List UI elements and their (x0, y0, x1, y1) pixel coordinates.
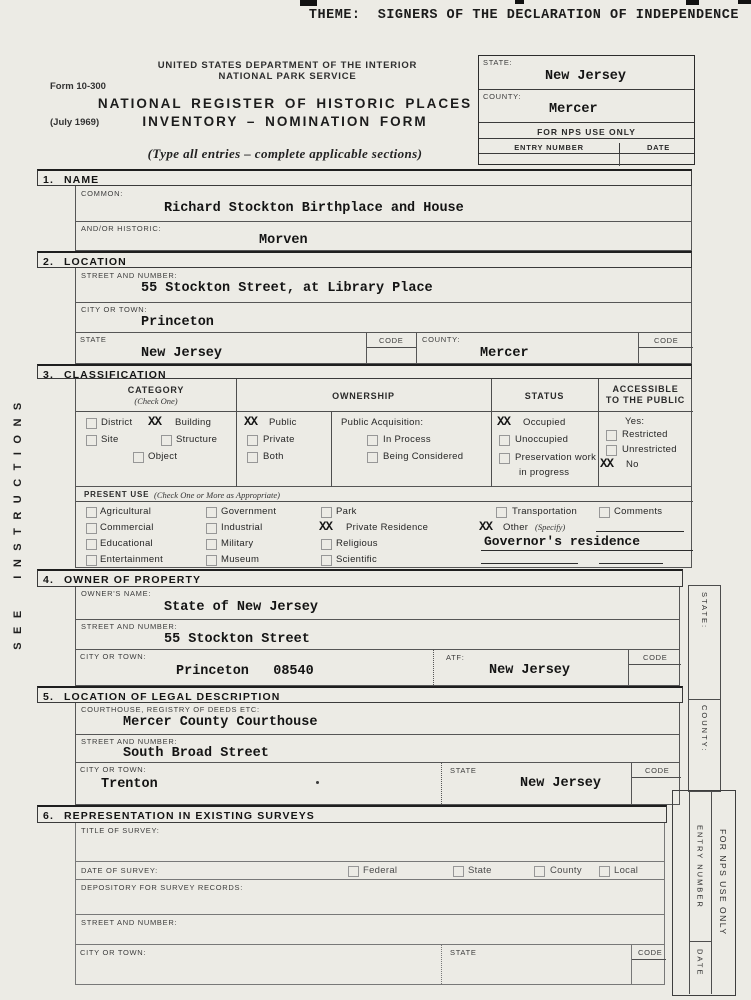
form-number-line2: (July 1969) (50, 117, 100, 128)
code-label: CODE (654, 336, 679, 345)
field-survey-street (75, 915, 665, 945)
label-educational: Educational (100, 538, 153, 549)
checkbox-private-residence: XX (319, 520, 333, 534)
street-label: STREET AND NUMBER: (81, 737, 178, 746)
city-value: Princeton 08540 (176, 664, 314, 679)
street-value: South Broad Street (123, 746, 269, 761)
label-other-specify: (Specify) (535, 522, 566, 532)
code-cell (366, 333, 416, 363)
owner-value: State of New Jersey (164, 600, 318, 615)
field-street (75, 268, 692, 303)
scan-smudge (515, 0, 524, 4)
field-common-name (75, 186, 692, 222)
present-use-box (75, 487, 692, 568)
date-label: DATE (619, 143, 697, 154)
blank-line (481, 550, 693, 551)
section1-number: 1. (43, 174, 54, 186)
code-cell (638, 333, 693, 363)
street-value: 55 Stockton Street (164, 632, 310, 647)
checkbox-government (206, 507, 217, 518)
section2-header (37, 251, 692, 268)
street-label: STREET AND NUMBER: (81, 622, 178, 631)
city-label: CITY OR TOWN: (81, 305, 148, 314)
state-cell (433, 650, 628, 685)
checkbox-unoccupied (499, 435, 510, 446)
right-county-cell (689, 699, 720, 793)
checkbox-occupied: XX (497, 415, 511, 429)
section4-title: OWNER OF PROPERTY (63, 574, 202, 586)
divider-line (632, 959, 666, 960)
section5-title: LOCATION OF LEGAL DESCRIPTION (63, 691, 281, 703)
code-label: CODE (645, 766, 670, 775)
owner-label: OWNER'S NAME: (81, 589, 152, 598)
code-label: CODE (379, 336, 404, 345)
checkbox-park (321, 507, 332, 518)
form-title-line2: INVENTORY – NOMINATION FORM (142, 114, 428, 129)
checkbox-in-process (367, 435, 378, 446)
nps-use-only-block (672, 790, 736, 996)
public-acquisition-label: Public Acquisition: (341, 417, 424, 428)
divider-line (632, 777, 681, 778)
city-label: CITY OR TOWN: (80, 652, 147, 661)
label-commercial: Commercial (100, 522, 154, 533)
street-label: STREET AND NUMBER: (81, 271, 178, 280)
field-depository (75, 880, 665, 915)
label-public: Public (269, 417, 297, 428)
section3-number: 3. (43, 369, 54, 381)
section1-header (37, 169, 692, 186)
field-city (75, 303, 692, 333)
blank-line (481, 563, 578, 564)
divider-line (629, 664, 681, 665)
label-unrestricted: Unrestricted (622, 444, 677, 455)
label-object: Object (148, 451, 178, 462)
checkbox-museum (206, 555, 217, 566)
label-industrial: Industrial (221, 522, 263, 533)
depository-label: DEPOSITORY FOR SURVEY RECORDS: (81, 883, 244, 892)
label-government: Government (221, 506, 277, 517)
field-survey-date (75, 862, 665, 880)
label-county: County (550, 865, 582, 876)
label-military: Military (221, 538, 254, 549)
street-label: STREET AND NUMBER: (81, 918, 178, 927)
scan-smudge (686, 0, 699, 5)
city-label: CITY OR TOWN: (80, 765, 147, 774)
section4-number: 4. (43, 574, 54, 586)
historic-label: AND/OR HISTORIC: (81, 224, 162, 233)
label-state: State (468, 865, 492, 876)
state-cell (479, 56, 694, 89)
accessible-header-line1: ACCESSIBLE (612, 384, 679, 394)
checkbox-preservation-work (499, 453, 510, 464)
field-courthouse (75, 703, 680, 735)
date-vertical-label: DATE (695, 949, 705, 977)
status-header: STATUS (524, 391, 565, 401)
section4-header (37, 569, 683, 587)
field-historic-name (75, 222, 692, 251)
county-cell (479, 89, 694, 123)
checkbox-restricted (606, 430, 617, 441)
field-state-county-row (75, 333, 692, 364)
state-cell (441, 945, 631, 984)
field-legal-city-row (75, 763, 680, 805)
code-label: CODE (638, 948, 663, 957)
nps-state-county-box (478, 55, 695, 165)
county-value: Mercer (480, 346, 529, 361)
field-owner-name (75, 587, 680, 620)
scan-artifact (316, 781, 319, 784)
checkbox-federal (348, 866, 359, 877)
checkbox-district (86, 418, 97, 429)
county-value: Mercer (549, 102, 598, 117)
checkbox-military (206, 539, 217, 550)
checkbox-structure (161, 435, 172, 446)
checkbox-agricultural (86, 507, 97, 518)
section6-header (37, 805, 667, 823)
label-structure: Structure (176, 434, 218, 445)
ownership-header: OWNERSHIP (332, 391, 395, 401)
section5-number: 5. (43, 691, 54, 703)
code-cell (631, 945, 666, 984)
label-in-progress: in progress (519, 467, 570, 478)
checkbox-unrestricted (606, 445, 617, 456)
checkbox-no: XX (600, 457, 614, 471)
classification-table (75, 379, 692, 487)
theme-line: THEME: SIGNERS OF THE DECLARATION OF INDEPENDENCE (308, 8, 739, 23)
divider-line (331, 411, 332, 487)
present-use-label: PRESENT USE (84, 490, 150, 499)
city-label: CITY OR TOWN: (80, 948, 147, 957)
label-no: No (626, 459, 639, 470)
divider-line (639, 347, 693, 348)
type-note: (Type all entries – complete applicable sections) (147, 146, 423, 161)
common-label: COMMON: (81, 189, 123, 198)
entry-number-label: ENTRY NUMBER (514, 143, 584, 152)
survey-title-label: TITLE OF SURVEY: (81, 826, 160, 835)
section1-title: NAME (63, 174, 100, 186)
label-preservation-work: Preservation work (515, 452, 597, 463)
label-agricultural: Agricultural (100, 506, 152, 517)
divider-line (76, 411, 693, 412)
state-value: New Jersey (489, 663, 571, 678)
category-subheader: (Check One) (134, 396, 178, 406)
label-scientific: Scientific (336, 554, 378, 565)
blank-line (599, 563, 663, 564)
label-federal: Federal (363, 865, 398, 876)
checkbox-both (247, 452, 258, 463)
checkbox-public: XX (244, 415, 258, 429)
present-use-sublabel: (Check One or More as Appropriate) (154, 490, 280, 500)
label-transportation: Transportation (512, 506, 578, 517)
section2-title: LOCATION (63, 256, 127, 268)
checkbox-comments (599, 507, 610, 518)
scan-smudge (300, 0, 317, 6)
label-entertainment: Entertainment (100, 554, 164, 565)
label-both: Both (263, 451, 284, 462)
department-line2: NATIONAL PARK SERVICE (218, 71, 357, 82)
checkbox-site (86, 435, 97, 446)
category-header: CATEGORY (127, 385, 185, 395)
section2-number: 2. (43, 256, 54, 268)
label-being-considered: Being Considered (383, 451, 464, 462)
courthouse-value: Mercer County Courthouse (123, 715, 318, 730)
divider-line (619, 154, 620, 166)
entry-date-row (479, 138, 694, 154)
field-owner-city-row (75, 650, 680, 686)
blank-line (596, 531, 684, 532)
entry-number-vertical-label: ENTRY NUMBER (695, 825, 705, 909)
for-nps-use-only-vertical-label: FOR NPS USE ONLY (718, 829, 728, 936)
label-district: District (101, 417, 133, 428)
scan-smudge (738, 0, 751, 4)
code-label: CODE (643, 653, 668, 662)
label-building: Building (175, 417, 212, 428)
section6-title: REPRESENTATION IN EXISTING SURVEYS (63, 810, 315, 822)
checkbox-state (453, 866, 464, 877)
section6-number: 6. (43, 810, 54, 822)
county-cell (416, 333, 638, 363)
code-cell (628, 650, 681, 685)
nps-use-only-label: FOR NPS USE ONLY (479, 122, 694, 138)
label-museum: Museum (221, 554, 260, 565)
city-value: Princeton (141, 315, 214, 330)
street-value: 55 Stockton Street, at Library Place (141, 281, 433, 296)
field-owner-street (75, 620, 680, 650)
common-value: Richard Stockton Birthplace and House (164, 201, 464, 216)
form-number-line1: Form 10-300 (50, 81, 106, 92)
checkbox-local (599, 866, 610, 877)
state-cell (441, 763, 631, 804)
entry-date-empty-row (479, 153, 694, 166)
form-title-line1: NATIONAL REGISTER OF HISTORIC PLACES (97, 96, 473, 111)
checkbox-other: XX (479, 520, 493, 534)
label-private-residence: Private Residence (346, 522, 429, 533)
checkbox-religious (321, 539, 332, 550)
survey-date-label: DATE OF SURVEY: (81, 866, 158, 875)
label-comments: Comments (614, 506, 663, 517)
state-value: New Jersey (545, 69, 627, 84)
label-religious: Religious (336, 538, 378, 549)
section5-header (37, 686, 683, 703)
county-label: COUNTY: (483, 92, 522, 101)
section3-title: CLASSIFICATION (63, 369, 167, 381)
divider-line (367, 347, 416, 348)
label-unoccupied: Unoccupied (515, 434, 569, 445)
entry-number-cell (689, 791, 711, 941)
field-survey-city-row (75, 945, 665, 985)
state-value: New Jersey (520, 776, 602, 791)
right-state-label: STATE: (700, 592, 709, 630)
label-park: Park (336, 506, 357, 517)
checkbox-commercial (86, 523, 97, 534)
checkbox-object (133, 452, 144, 463)
date-cell (689, 941, 711, 994)
label-restricted: Restricted (622, 429, 668, 440)
county-label: COUNTY: (422, 335, 461, 344)
for-nps-use-only-cell (711, 791, 735, 994)
label-private: Private (263, 434, 295, 445)
department-line1: UNITED STATES DEPARTMENT OF THE INTERIOR (157, 60, 418, 71)
city-value: Trenton (101, 777, 158, 792)
state-label: STATE (450, 766, 477, 775)
label-local: Local (614, 865, 639, 876)
accessible-header-line2: TO THE PUBLIC (605, 395, 686, 405)
checkbox-being-considered (367, 452, 378, 463)
field-legal-street (75, 735, 680, 763)
state-label: ATF: (446, 653, 465, 662)
label-in-process: In Process (383, 434, 431, 445)
courthouse-label: COURTHOUSE, REGISTRY OF DEEDS ETC: (81, 705, 260, 714)
section3-header (37, 364, 692, 379)
checkbox-transportation (496, 507, 507, 518)
checkbox-county (534, 866, 545, 877)
yes-label: Yes: (625, 416, 645, 427)
checkbox-private (247, 435, 258, 446)
state-label: STATE (80, 335, 107, 344)
checkbox-scientific (321, 555, 332, 566)
label-other: Other (503, 522, 529, 533)
checkbox-industrial (206, 523, 217, 534)
state-value: New Jersey (141, 346, 223, 361)
state-label: STATE: (483, 58, 513, 67)
field-survey-title (75, 823, 665, 862)
divider-line (76, 501, 693, 502)
right-county-label: COUNTY: (700, 705, 709, 753)
right-state-cell (689, 586, 720, 699)
other-specify-value: Governor's residence (484, 534, 641, 549)
see-instructions-vertical-label: SEE INSTRUCTIONS (12, 394, 24, 650)
checkbox-educational (86, 539, 97, 550)
state-label: STATE (450, 948, 477, 957)
checkbox-entertainment (86, 555, 97, 566)
right-margin-state-county-strip (688, 585, 721, 792)
label-occupied: Occupied (523, 417, 566, 428)
checkbox-building: XX (148, 415, 162, 429)
label-site: Site (101, 434, 119, 445)
historic-value: Morven (259, 233, 308, 248)
